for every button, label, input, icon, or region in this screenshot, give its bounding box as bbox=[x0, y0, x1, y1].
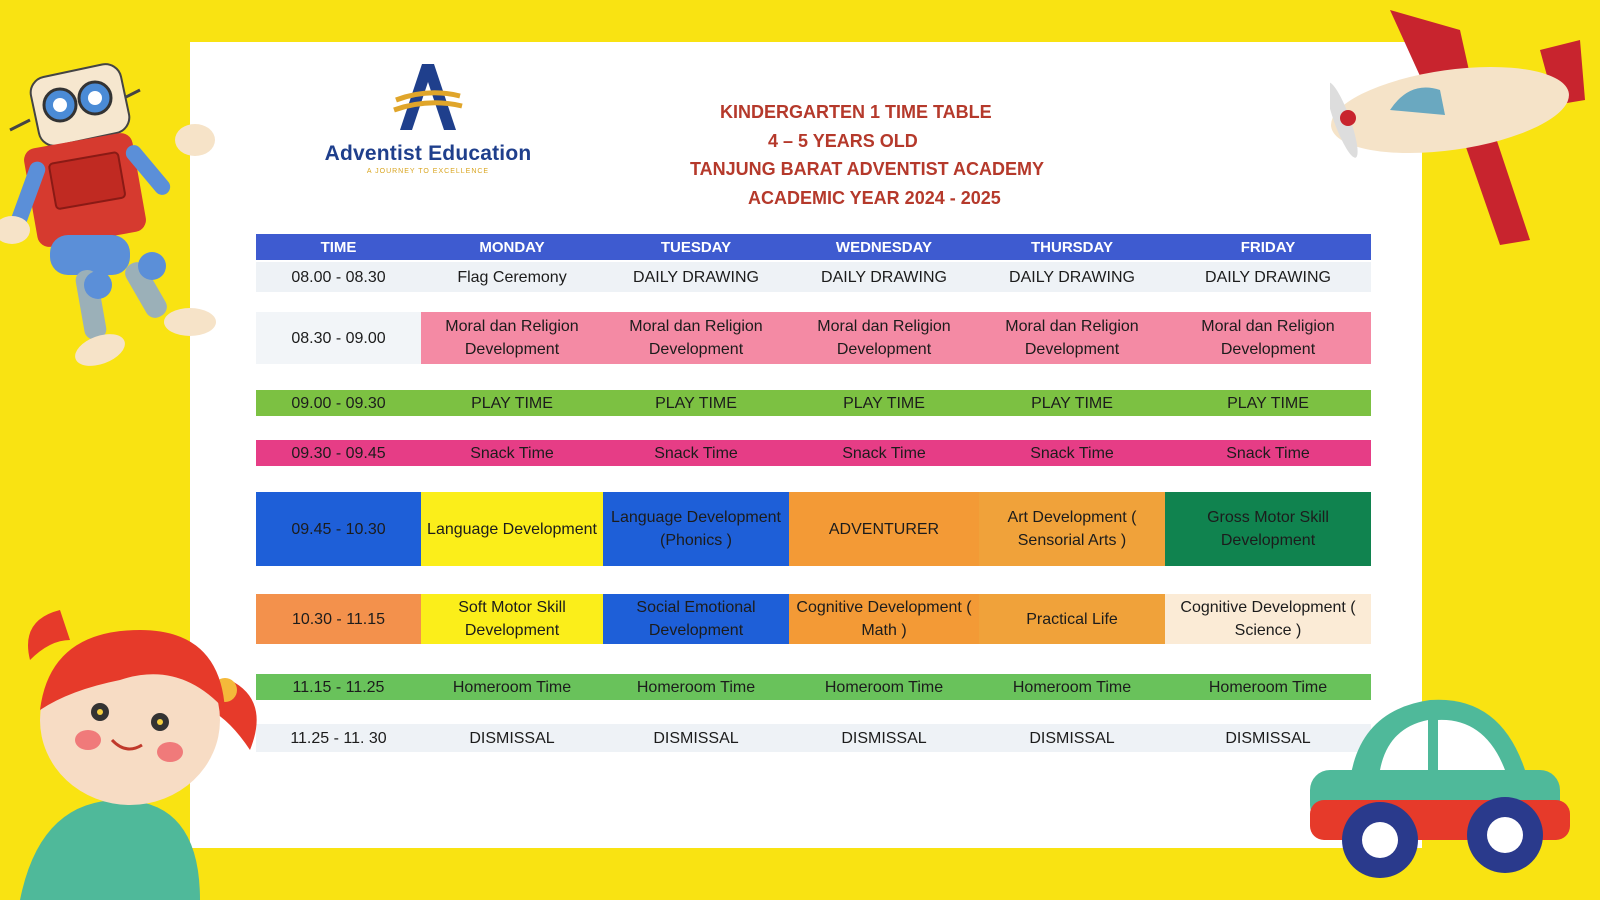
time-cell: 11.15 - 11.25 bbox=[292, 678, 385, 696]
header-monday: MONDAY bbox=[479, 238, 545, 256]
activity-cell: Moral dan Religion Development bbox=[979, 312, 1165, 364]
title-line-1: KINDERGARTEN 1 TIME TABLE bbox=[720, 102, 992, 122]
activity-cell: DAILY DRAWING bbox=[821, 268, 947, 286]
title-line-4: ACADEMIC YEAR 2024 - 2025 bbox=[748, 187, 1001, 208]
activity-cell: Homeroom Time bbox=[1208, 678, 1328, 696]
table-header-row bbox=[256, 234, 1371, 260]
table-row bbox=[256, 492, 1371, 566]
activity-cell: DISMISSAL bbox=[1029, 729, 1115, 747]
activity-cell: PLAY TIME bbox=[843, 394, 925, 412]
activity-cell: DISMISSAL bbox=[841, 729, 927, 747]
time-cell: 10.30 - 11.15 bbox=[256, 594, 421, 644]
table-row bbox=[256, 724, 1371, 752]
activity-cell: Snack Time bbox=[1226, 444, 1310, 462]
activity-cell: Soft Motor Skill Development bbox=[421, 594, 603, 644]
activity-cell: PLAY TIME bbox=[1031, 394, 1113, 412]
activity-cell: Cognitive Development ( Science ) bbox=[1165, 594, 1371, 644]
activity-cell: Moral dan Religion Development bbox=[1165, 312, 1371, 364]
timetable-title bbox=[690, 98, 1070, 212]
activity-cell: Snack Time bbox=[1030, 444, 1114, 462]
table-row bbox=[256, 312, 1371, 364]
activity-cell: DAILY DRAWING bbox=[1205, 268, 1331, 286]
activity-cell: Gross Motor Skill Development bbox=[1165, 492, 1371, 566]
robot-illustration bbox=[0, 60, 230, 370]
activity-cell: Homeroom Time bbox=[824, 678, 944, 696]
activity-cell: Social Emotional Development bbox=[603, 594, 789, 644]
header-thursday: THURSDAY bbox=[1031, 238, 1113, 256]
activity-cell: Snack Time bbox=[654, 444, 738, 462]
activity-cell: PLAY TIME bbox=[655, 394, 737, 412]
activity-cell: Practical Life bbox=[979, 594, 1165, 644]
table-row bbox=[256, 674, 1371, 700]
header-friday: FRIDAY bbox=[1240, 238, 1296, 256]
activity-cell: Art Development ( Sensorial Arts ) bbox=[979, 492, 1165, 566]
activity-cell: DISMISSAL bbox=[1225, 729, 1311, 747]
time-cell: 09.45 - 10.30 bbox=[256, 492, 421, 566]
header-time: TIME bbox=[320, 238, 357, 256]
car-illustration bbox=[1310, 690, 1600, 900]
activity-cell: Snack Time bbox=[842, 444, 926, 462]
activity-cell: Snack Time bbox=[470, 444, 554, 462]
activity-cell: DISMISSAL bbox=[469, 729, 555, 747]
header-tuesday: TUESDAY bbox=[660, 238, 732, 256]
activity-cell: DAILY DRAWING bbox=[1009, 268, 1135, 286]
activity-cell: ADVENTURER bbox=[789, 492, 979, 566]
activity-cell: Moral dan Religion Development bbox=[603, 312, 789, 364]
table-row bbox=[256, 390, 1371, 416]
time-cell: 09.00 - 09.30 bbox=[291, 394, 386, 412]
activity-cell: Homeroom Time bbox=[636, 678, 756, 696]
time-cell: 11.25 - 11. 30 bbox=[290, 729, 387, 747]
time-cell: 08.00 - 08.30 bbox=[291, 268, 386, 286]
activity-cell: Homeroom Time bbox=[452, 678, 572, 696]
girl-illustration bbox=[0, 600, 280, 900]
table-row bbox=[256, 262, 1371, 292]
activity-cell: DAILY DRAWING bbox=[633, 268, 759, 286]
activity-cell: DISMISSAL bbox=[653, 729, 739, 747]
table-row bbox=[256, 594, 1371, 644]
time-cell: 09.30 - 09.45 bbox=[291, 444, 386, 462]
activity-cell: Language Development bbox=[421, 492, 603, 566]
activity-cell: Moral dan Religion Development bbox=[789, 312, 979, 364]
logo-name: Adventist Education bbox=[324, 142, 532, 165]
header-wednesday: WEDNESDAY bbox=[835, 238, 933, 256]
title-line-2: 4 – 5 YEARS OLD bbox=[768, 130, 918, 151]
title-line-3: TANJUNG BARAT ADVENTIST ACADEMY bbox=[690, 159, 1044, 179]
logo-emblem-icon bbox=[388, 62, 468, 132]
activity-cell: PLAY TIME bbox=[471, 394, 553, 412]
activity-cell: Cognitive Development ( Math ) bbox=[789, 594, 979, 644]
activity-cell: PLAY TIME bbox=[1227, 394, 1309, 412]
activity-cell: Language Development (Phonics ) bbox=[603, 492, 789, 566]
time-cell: 08.30 - 09.00 bbox=[256, 312, 421, 364]
adventist-logo bbox=[318, 62, 538, 182]
logo-tagline: A JOURNEY TO EXCELLENCE bbox=[366, 168, 490, 175]
airplane-illustration bbox=[1330, 10, 1600, 250]
table-row bbox=[256, 440, 1371, 466]
activity-cell: Moral dan Religion Development bbox=[421, 312, 603, 364]
activity-cell: Flag Ceremony bbox=[457, 268, 567, 286]
activity-cell: Homeroom Time bbox=[1012, 678, 1132, 696]
